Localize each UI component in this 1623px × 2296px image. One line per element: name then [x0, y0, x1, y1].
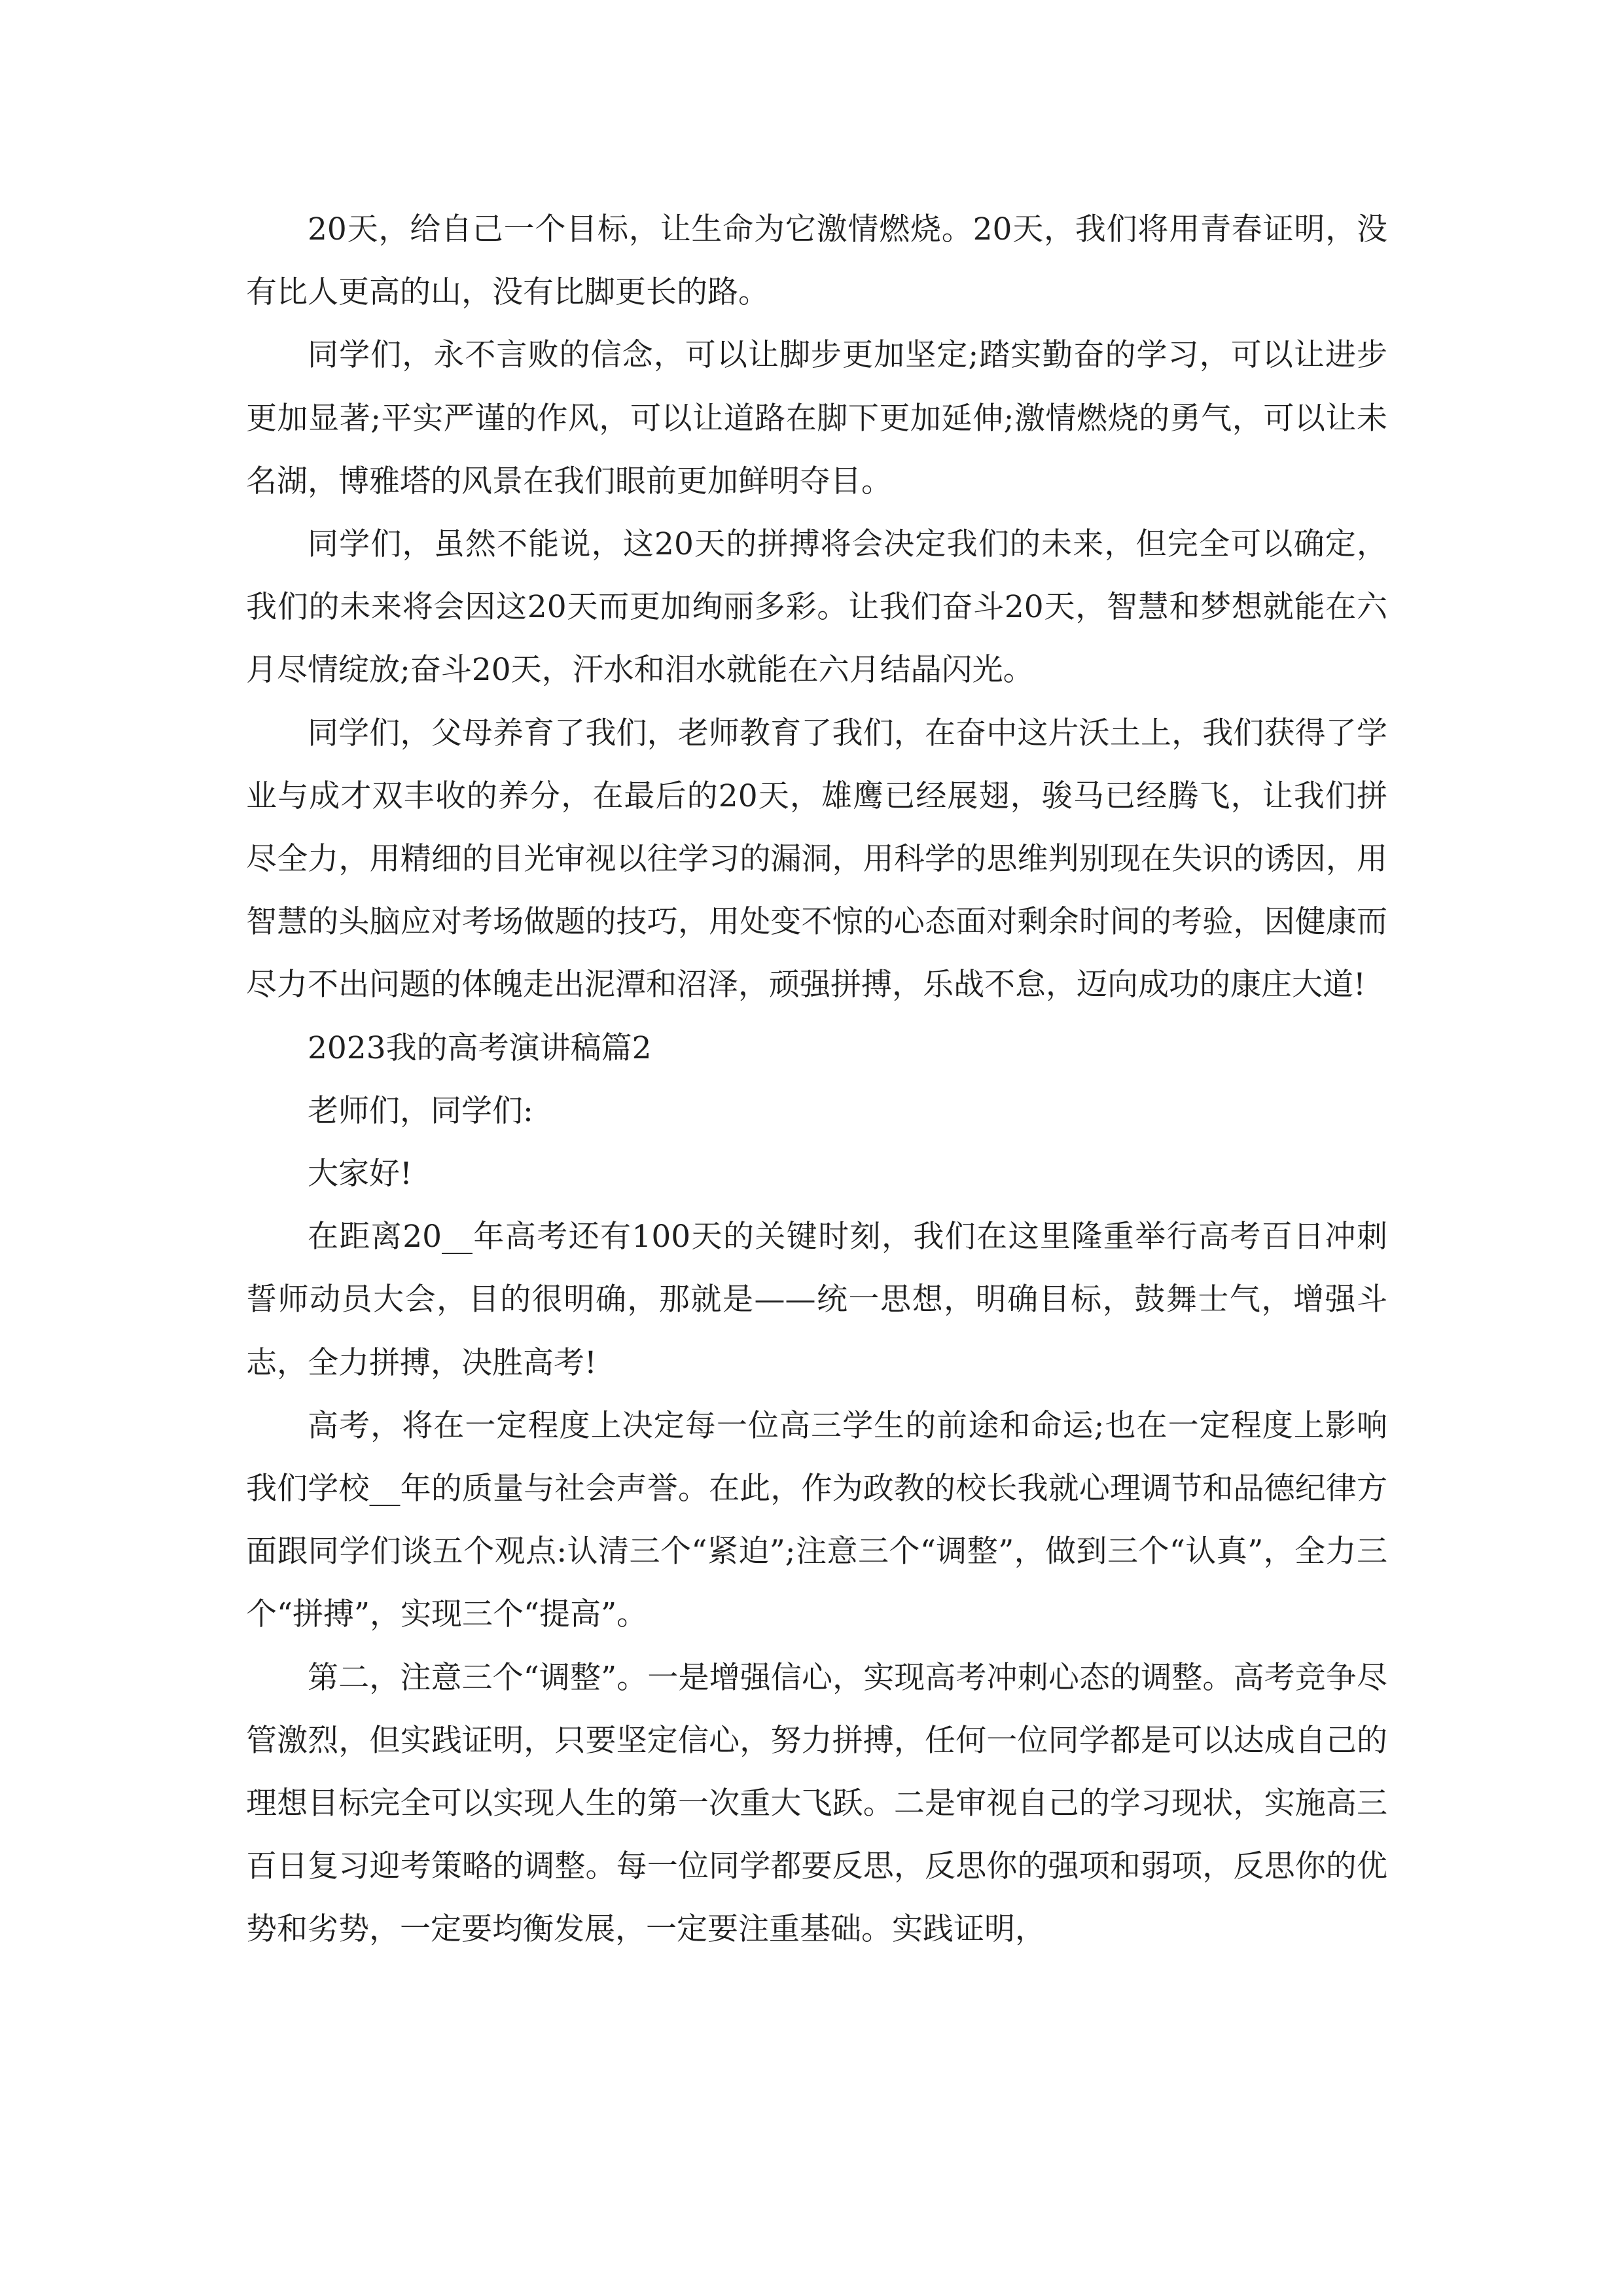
document-body	[246, 198, 1387, 1962]
salutation: 老师们，同学们:	[308, 1092, 533, 1129]
paragraph-3: 同学们，虽然不能说，这20天的拼搏将会决定我们的未来，但完全可以确定，我们的未来将会因这20天而更加绚丽多彩。让我们奋斗20天，智慧和梦想就能在六月尽情绽放;奋斗20天，汗水和泪水就能在六月结晶闪光。	[246, 526, 1387, 689]
paragraph-6: 高考，将在一定程度上决定每一位高三学生的前途和命运;也在一定程度上影响我们学校__年的质量与社会声誉。在此，作为政教的校长我就心理调节和品德纪律方面跟同学们谈五个观点:认清三个“紧迫”;注意三个“调整”，做到三个“认真”，全力三个“拼搏”，实现三个“提高”。	[246, 1407, 1387, 1633]
paragraph-7: 第二，注意三个“调整”。一是增强信心，实现高考冲刺心态的调整。高考竞争尽管激烈，但实践证明，只要坚定信心，努力拼搏，任何一位同学都是可以达成自己的理想目标完全可以实现人生的第一次重大飞跃。二是审视自己的学习现状，实施高三百日复习迎考策略的调整。每一位同学都要反思，反思你的强项和弱项，反思你的优势和劣势，一定要均衡发展，一定要注重基础。实践证明，	[246, 1659, 1387, 1948]
paragraph-4: 同学们，父母养育了我们，老师教育了我们，在奋中这片沃土上，我们获得了学业与成才双丰收的养分，在最后的20天，雄鹰已经展翅，骏马已经腾飞，让我们拼尽全力，用精细的目光审视以往学习的漏洞，用科学的思维判别现在失识的诱因，用智慧的头脑应对考场做题的技巧，用处变不惊的心态面对剩余时间的考验，因健康而尽力不出问题的体魄走出泥潭和沼泽，顽强拼搏，乐战不怠，迈向成功的康庄大道!	[246, 715, 1387, 1003]
greeting: 大家好!	[308, 1156, 412, 1193]
paragraph-2: 同学们，永不言败的信念，可以让脚步更加坚定;踏实勤奋的学习，可以让进步更加显著;平实严谨的作风，可以让道路在脚下更加延伸;激情燃烧的勇气，可以让未名湖，博雅塔的风景在我们眼前更加鲜明夺目。	[246, 337, 1387, 499]
paragraph-5: 在距离20__年高考还有100天的关键时刻，我们在这里隆重举行高考百日冲刺誓师动员大会，目的很明确，那就是——统一思想，明确目标，鼓舞士气，增强斗志，全力拼搏，决胜高考!	[246, 1219, 1387, 1381]
paragraph-1: 20天，给自己一个目标，让生命为它激情燃烧。20天，我们将用青春证明，没有比人更高的山，没有比脚更长的路。	[246, 211, 1387, 311]
section-heading: 2023我的高考演讲稿篇2	[308, 1030, 652, 1066]
